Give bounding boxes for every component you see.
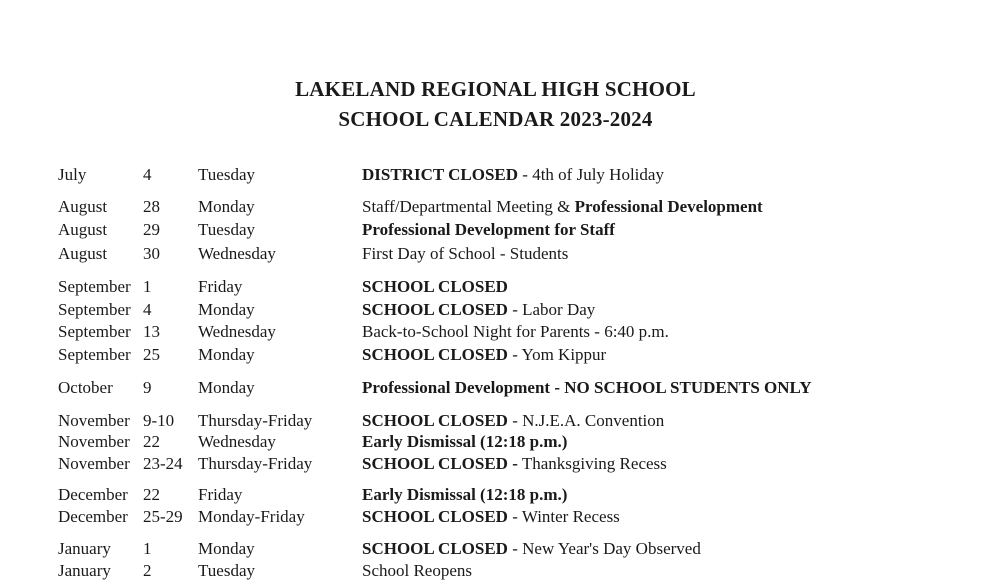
- event-emphasis: Early Dismissal (12:18 p.m.): [362, 485, 568, 504]
- day-cell: 1: [143, 539, 152, 558]
- event-cell: [362, 431, 567, 453]
- event-emphasis: SCHOOL CLOSED -: [362, 454, 518, 473]
- calendar-row: [0, 506, 991, 528]
- event-cell: Back-to-School Night for Parents - 6:40 p.m.: [362, 322, 669, 341]
- day-cell: 13: [143, 322, 160, 341]
- month-cell: November: [58, 432, 130, 451]
- weekday-cell: Monday: [198, 300, 255, 319]
- month-cell: September: [58, 277, 131, 296]
- calendar-row: [0, 484, 991, 506]
- weekday-cell: Monday: [198, 539, 255, 558]
- month-cell: January: [58, 561, 111, 580]
- day-cell: 9: [143, 378, 152, 397]
- calendar-row: [0, 538, 991, 560]
- event-emphasis: SCHOOL CLOSED: [362, 539, 508, 558]
- month-cell: January: [58, 539, 111, 558]
- day-cell: 30: [143, 244, 160, 263]
- weekday-cell: Monday: [198, 345, 255, 364]
- event-emphasis: Professional Development: [574, 197, 763, 216]
- calendar-row: [0, 243, 991, 265]
- calendar-row: [0, 299, 991, 321]
- calendar-row: [0, 377, 991, 399]
- event-cell: SCHOOL CLOSED - Yom Kippur: [362, 345, 607, 364]
- event-cell: SCHOOL CLOSED - Thanksgiving Recess: [362, 454, 667, 473]
- event-emphasis: Early Dismissal (12:18 p.m.): [362, 432, 568, 451]
- month-cell: September: [58, 322, 131, 341]
- event-emphasis: Professional Development for Staff: [362, 220, 615, 239]
- day-cell: 4: [143, 300, 152, 319]
- weekday-cell: Thursday-Friday: [198, 454, 313, 473]
- event-cell: [362, 484, 567, 506]
- calendar-row: [0, 196, 991, 218]
- day-cell: 4: [143, 165, 152, 184]
- event-cell: SCHOOL CLOSED - New Year's Day Observed: [362, 539, 701, 558]
- calendar-row: [0, 431, 991, 453]
- event-emphasis: SCHOOL CLOSED: [362, 507, 508, 526]
- day-cell: 2: [143, 561, 152, 580]
- weekday-cell: Wednesday: [198, 432, 276, 451]
- calendar-row: [0, 453, 991, 475]
- calendar-row: [0, 276, 991, 298]
- month-cell: November: [58, 411, 130, 430]
- calendar-row: [0, 410, 991, 432]
- month-cell: December: [58, 485, 128, 504]
- weekday-cell: Tuesday: [198, 561, 255, 580]
- day-cell: 25-29: [143, 507, 183, 526]
- weekday-cell: Tuesday: [198, 165, 255, 184]
- month-cell: July: [58, 165, 87, 184]
- event-cell: School Reopens: [362, 561, 473, 580]
- event-cell: SCHOOL CLOSED - Winter Recess: [362, 507, 620, 526]
- event-cell: [362, 377, 812, 399]
- event-emphasis: DISTRICT CLOSED: [362, 165, 519, 184]
- month-cell: September: [58, 300, 131, 319]
- weekday-cell: Thursday-Friday: [198, 411, 313, 430]
- weekday-cell: Monday-Friday: [198, 507, 305, 526]
- weekday-cell: Tuesday: [198, 220, 255, 239]
- day-cell: 29: [143, 220, 160, 239]
- month-cell: October: [58, 378, 113, 397]
- event-cell: [362, 219, 615, 241]
- calendar-row: [0, 560, 991, 582]
- month-cell: November: [58, 454, 130, 473]
- weekday-cell: Friday: [198, 485, 243, 504]
- event-cell: SCHOOL CLOSED - Labor Day: [362, 300, 596, 319]
- event-emphasis: SCHOOL CLOSED: [362, 345, 508, 364]
- month-cell: August: [58, 220, 108, 239]
- event-emphasis: SCHOOL CLOSED: [362, 277, 508, 296]
- event-cell: SCHOOL CLOSED - N.J.E.A. Convention: [362, 411, 665, 430]
- event-cell: [362, 276, 508, 298]
- weekday-cell: Friday: [198, 277, 243, 296]
- calendar-title: SCHOOL CALENDAR 2023-2024: [338, 107, 653, 131]
- event-cell: DISTRICT CLOSED - 4th of July Holiday: [362, 165, 664, 184]
- event-emphasis: SCHOOL CLOSED: [362, 411, 508, 430]
- day-cell: 22: [143, 432, 160, 451]
- event-emphasis: SCHOOL CLOSED: [362, 300, 508, 319]
- calendar-row: [0, 344, 991, 366]
- day-cell: 28: [143, 197, 160, 216]
- day-cell: 23-24: [143, 454, 183, 473]
- day-cell: 1: [143, 277, 152, 296]
- month-cell: August: [58, 244, 108, 263]
- month-cell: September: [58, 345, 131, 364]
- event-cell: First Day of School - Students: [362, 244, 569, 263]
- day-cell: 22: [143, 485, 160, 504]
- weekday-cell: Wednesday: [198, 244, 276, 263]
- calendar-row: [0, 219, 991, 241]
- weekday-cell: Wednesday: [198, 322, 276, 341]
- school-name: LAKELAND REGIONAL HIGH SCHOOL: [295, 77, 696, 101]
- weekday-cell: Monday: [198, 378, 255, 397]
- weekday-cell: Monday: [198, 197, 255, 216]
- calendar-row: [0, 321, 991, 343]
- event-emphasis: Professional Development - NO SCHOOL STUDENTS ONLY: [362, 378, 812, 397]
- month-cell: December: [58, 507, 128, 526]
- calendar-row: [0, 164, 991, 186]
- day-cell: 9-10: [143, 411, 175, 430]
- month-cell: August: [58, 197, 108, 216]
- event-cell: Staff/Departmental Meeting & Professional Development: [362, 197, 763, 216]
- day-cell: 25: [143, 345, 160, 364]
